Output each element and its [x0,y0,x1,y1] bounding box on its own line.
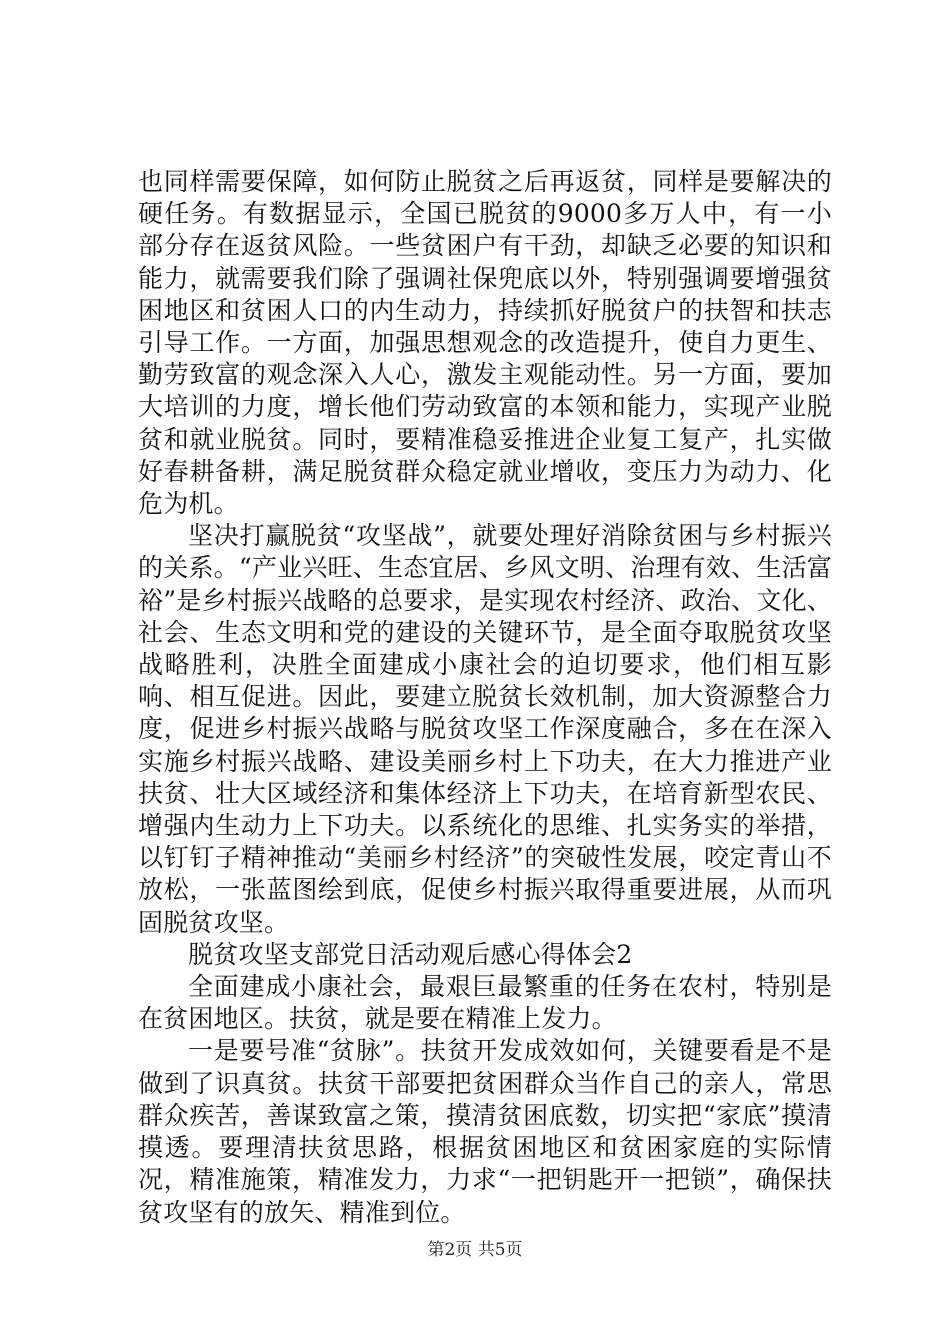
paragraph-rural-revitalization: 坚决打赢脱贫“攻坚战”，就要处理好消除贫困与乡村振兴的关系。“产业兴旺、生态宜居、乡风文明、治理有效、生活富裕”是乡村振兴战略的总要求，是实现农村经济、政治、文化、社会、生态文明和党的建设的关键环节，是全面夺取脱贫攻坚战略胜利，决胜全面建成小康社会的迫切要求，他们相互影响、相互促进。因此，要建立脱贫长效机制，加大资源整合力度，促进乡村振兴战略与脱贫攻坚工作深度融合，多在在深入实施乡村振兴战略、建设美丽乡村上下功夫，在大力推进产业扶贫、壮大区域经济和集体经济上下功夫，在培育新型农民、增强内生动力上下功夫。以系统化的思维、扎实务实的举措，以钉钉子精神推动“美丽乡村经济”的突破性发展，咬定青山不放松，一张蓝图绘到底，促使乡村振兴取得重要进展，从而巩固脱贫攻坚。 [138,521,832,937]
paragraph-poverty-pulse: 一是要号准“贫脉”。扶贫开发成效如何，关键要看是不是做到了识真贫。扶贫干部要把贫困群众当作自己的亲人，常思群众疾苦，善谋致富之策，摸清贫困底数，切实把“家底”摸清摸透。要理清扶贫思路，根据贫困地区和贫困家庭的实际情况，精准施策，精准发力，力求“一把钥匙开一把锁”，确保扶贫攻坚有的放矢、精准到位。 [138,1036,832,1227]
section-heading: 脱贫攻坚支部党日活动观后感心得体会2 [188,939,633,969]
page-footer [0,1239,950,1261]
page-number: 第2页 共5页 [427,1240,523,1260]
paragraph-continuation: 也同样需要保障，如何防止脱贫之后再返贫，同样是要解决的硬任务。有数据显示，全国已脱贫的9000多万人中，有一小部分存在返贫风险。一些贫困户有干劲，却缺乏必要的知识和能力，就需要我们除了强调社保兜底以外，特别强调要增强贫困地区和贫困人口的内生动力，持续抓好脱贫户的扶智和扶志引导工作。一方面，加强思想观念的改造提升，使自力更生、勤劳致富的观念深入人心，激发主观能动性。另一方面，要加大培训的力度，增长他们劳动致富的本领和能力，实现产业脱贫和就业脱贫。同时，要精准稳妥推进企业复工复产，扎实做好春耕备耕，满足脱贫群众稳定就业增收，变压力为动力、化危为机。 [138,167,832,519]
paragraph-intro: 全面建成小康社会，最艰巨最繁重的任务在农村，特别是在贫困地区。扶贫，就是要在精准上发力。 [138,972,832,1034]
document-body [138,166,832,1229]
